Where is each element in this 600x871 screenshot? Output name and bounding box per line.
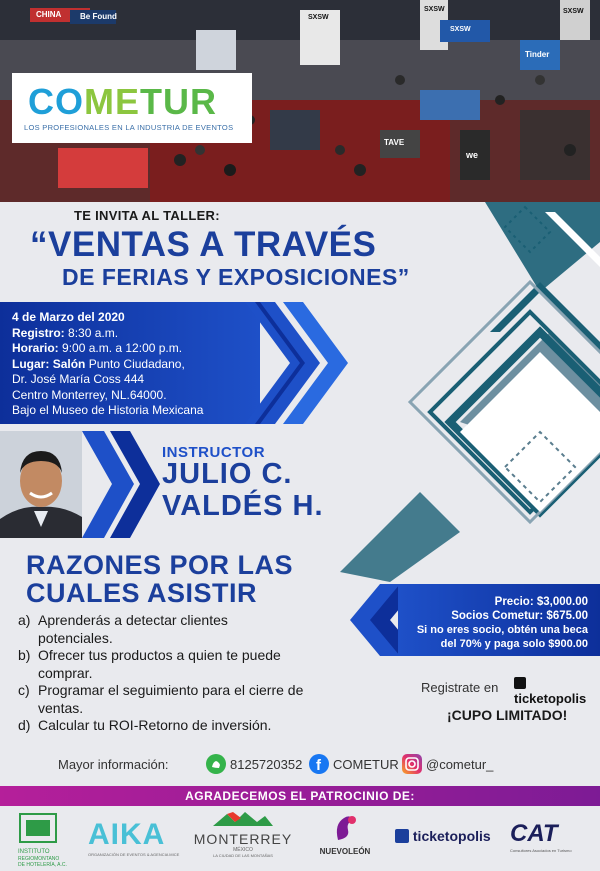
sponsor-instituto-text: DE HOTELERÍA, A.C. [18,861,67,868]
hero-sign: SXSW [308,14,329,21]
instagram-icon [402,754,422,774]
sponsor-nuevoleon-text: NUEVOLEÓN [319,847,371,856]
pricing-details [388,595,588,651]
sponsor-monterrey-logo [188,812,298,868]
sponsor-aika-subtext: ORGANIZACIÓN DE EVENTOS & AGENCIA MICE [88,852,180,857]
svg-text:f: f [316,757,321,774]
list-item: c) Programar el seguimiento para el cierre de ventas. [18,682,304,716]
ticket-icon [514,677,526,689]
sponsor-cat-text: CAT [510,820,558,847]
logo-part-me: ME [84,81,140,122]
workshop-title-line1: “VENTAS A TRAVÉS [30,225,377,264]
cometur-logo-wordmark [28,81,217,123]
hero-sign: Tinder [525,50,550,59]
chevron-arrows-icon [82,431,162,538]
price-socios: Socios Cometur: $675.00 [451,610,588,622]
sponsor-monterrey-subtext: MÉXICO [233,847,253,853]
whatsapp-number[interactable]: 8125720352 [230,757,303,772]
reasons-heading-line1: RAZONES POR LAS [26,550,294,580]
sponsor-cat-logo [510,812,590,868]
instagram-handle[interactable]: @cometur_ [426,757,494,772]
instructor-name-line2: VALDÉS H. [162,490,324,522]
hero-sign: Be Found [80,12,117,21]
sponsor-aika-text: AIKA [88,818,166,851]
register-label: Registrate en [421,680,499,695]
chevron-arrows-icon [245,302,360,424]
event-lugar: Lugar: Salón Punto Ciudadano, [12,356,185,371]
sponsor-ticketopolis-text: ticketopolis [412,828,491,844]
sponsor-nuevoleon-logo [310,812,380,868]
sponsor-instituto-logo [18,812,67,868]
instructor-portrait-illustration [0,431,82,538]
instructor-name-line1: JULIO C. [162,458,293,490]
price-general: Precio: $3,000.00 [494,596,588,608]
sponsor-instituto-text: REGIOMONTANO [18,855,60,862]
sponsor-cat-subtext: Consultores Asociados en Turismo [510,848,572,853]
reasons-heading-line2: CUALES ASISTIR [26,578,258,608]
logo-tagline: LOS PROFESIONALES EN LA INDUSTRIA DE EVENTOS [24,123,234,132]
sponsor-monterrey-subtext: LA CIUDAD DE LAS MONTAÑAS [213,853,273,858]
whatsapp-icon [206,754,226,774]
event-address-2: Centro Monterrey, NL.64000. [12,387,167,402]
workshop-title-line2: DE FERIAS Y EXPOSICIONES” [62,264,410,290]
beca-line2: del 70% y paga solo $900.00 [440,638,588,650]
logo-part-co: CO [28,81,84,122]
hero-sign: we [466,150,479,160]
instructor-label: INSTRUCTOR [162,444,266,461]
invite-line: TE INVITA AL TALLER: [74,208,220,223]
sponsor-ticketopolis-logo [395,812,495,868]
logo-part-tur: TUR [140,81,217,122]
event-registro: Registro: 8:30 a.m. [12,325,119,340]
facebook-handle[interactable]: COMETUR [333,757,399,772]
event-details [12,310,252,419]
sponsors-title: AGRADECEMOS EL PATROCINIO DE: [185,789,415,803]
facebook-icon [309,754,329,774]
beca-line1: Si no eres socio, obtén una beca [416,624,588,636]
cometur-logo [12,73,252,143]
list-item: d) Calcular tu ROI-Retorno de inversión. [18,717,272,733]
hero-sign: TAVE [384,138,405,147]
list-item: a) Aprenderás a detectar clientes potenciales. [18,612,228,646]
event-horario: Horario: 9:00 a.m. a 12:00 p.m. [12,341,183,355]
hero-sign: SXSW [424,6,445,13]
contact-label: Mayor información: [58,757,169,772]
event-date: 4 de Marzo del 2020 [12,310,125,324]
ticket-icon [395,829,409,843]
hero-sign: SXSW [450,26,471,33]
list-item: b) Ofrecer tus productos a quien te puede comprar. [18,647,281,681]
hero-photo [0,0,600,202]
sponsor-aika-logo [88,812,180,868]
sponsor-monterrey-text: MONTERREY [193,831,293,847]
cupo-limitado: ¡CUPO LIMITADO! [447,707,568,723]
ticketopolis-logo[interactable]: ticketopolis [514,676,600,706]
hero-sign: SXSW [563,8,584,15]
event-address-3: Bajo el Museo de Historia Mexicana [12,403,204,417]
hero-sign: CHINA [36,10,62,19]
instructor-photo [0,431,82,538]
reasons-list [18,612,368,735]
event-address-1: Dr. José María Coss 444 [12,372,145,386]
sponsor-instituto-text: INSTITUTO [18,849,50,855]
